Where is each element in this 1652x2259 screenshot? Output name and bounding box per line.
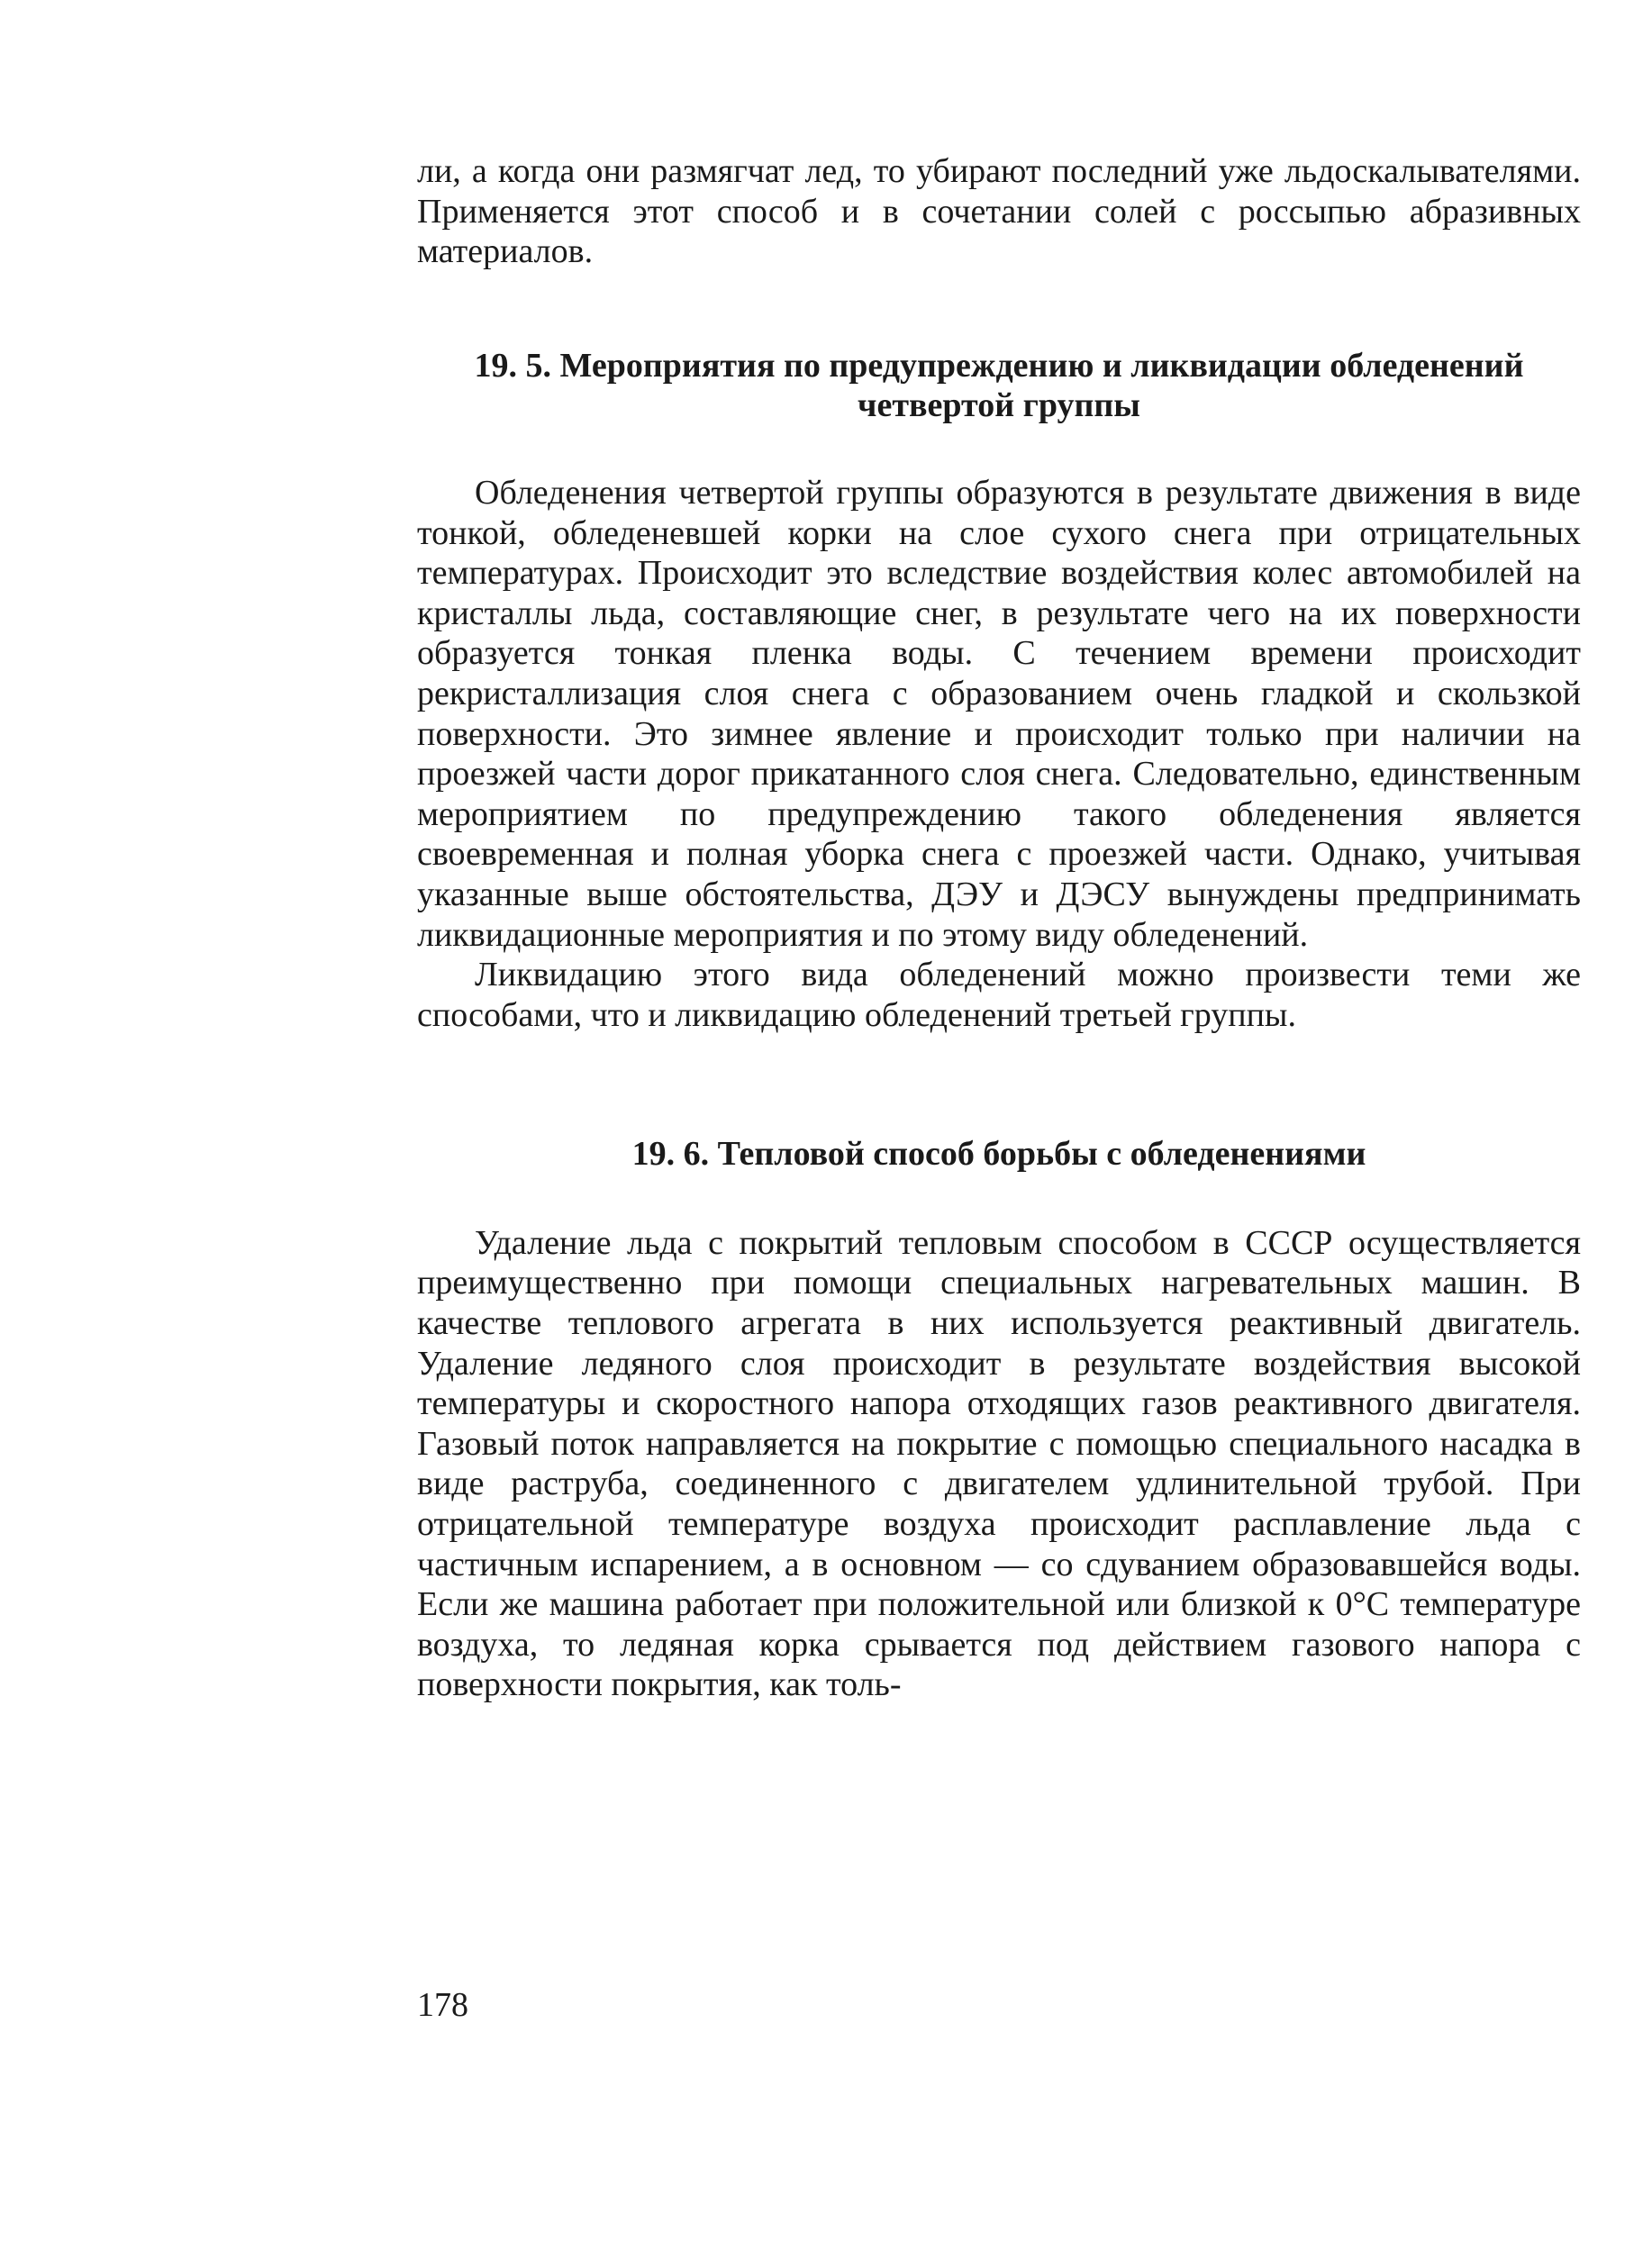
section-heading-19-6: 19. 6. Тепловой способ борьбы с обледенениями [631, 1135, 1366, 1174]
section-19-5-paragraph-2: Ликвидацию этого вида обледенений можно произвести теми же способами, что и ликвидацию обледенений третьей группы. [417, 956, 1581, 1034]
intro-paragraph: ли, а когда они размягчат лед, то убирают последний уже льдоскалывателями. Применяется этот способ и в сочетании солей с россыпью абразивных материалов. [417, 152, 1581, 271]
section-19-5-paragraph-1: Обледенения четвертой группы образуются в результате движения в виде тонкой, обледеневшей корки на слое сухого снега при отрицательных температурах. Происходит это вследствие воздействия колес автомобилей на кристаллы льда, составляющие снег, в результате чего на их поверхности образуется тонкая пленка воды. С течением времени происходит рекристаллизация слоя снега с образованием очень гладкой и скользкой поверхности. Это зимнее явление и происходит только при наличии на проезжей части дорог прикатанного слоя снега. Следовательно, единственным мероприятием по предупреждению такого обледенения является своевременная и полная уборка снега с проезжей части. Однако, учитывая указанные выше обстоятельства, ДЭУ и ДЭСУ вынуждены предпринимать ликвидационные мероприятия и по этому виду обледенений. [417, 473, 1581, 954]
page-number: 178 [417, 1986, 468, 2024]
section-19-6-paragraph-1: Удаление льда с покрытий тепловым способом в СССР осуществляется преимущественно при помощи специальных нагревательных машин. В качестве теплового агрегата в них используется реактивный двигатель. Удаление ледяного слоя происходит в результате воздействия высокой температуры и скоростного напора отходящих газов реактивного двигателя. Газовый поток направляется на покрытие с помощью специального насадка в виде раструба, соединенного с двигателем удлинительной трубой. При отрицательной температуре воздуха происходит расплавление льда с частичным испарением, а в основном — со сдуванием образовавшейся воды. Если же машина работает при положительной или близкой к 0°С температуре воздуха, то ледяная корка срывается под действием газового напора с поверхности покрытия, как толь- [417, 1223, 1581, 1704]
page-content [417, 151, 1581, 1705]
section-heading-19-5: 19. 5. Мероприятия по предупреждению и ликвидации обледенений четвертой группы [474, 346, 1524, 425]
